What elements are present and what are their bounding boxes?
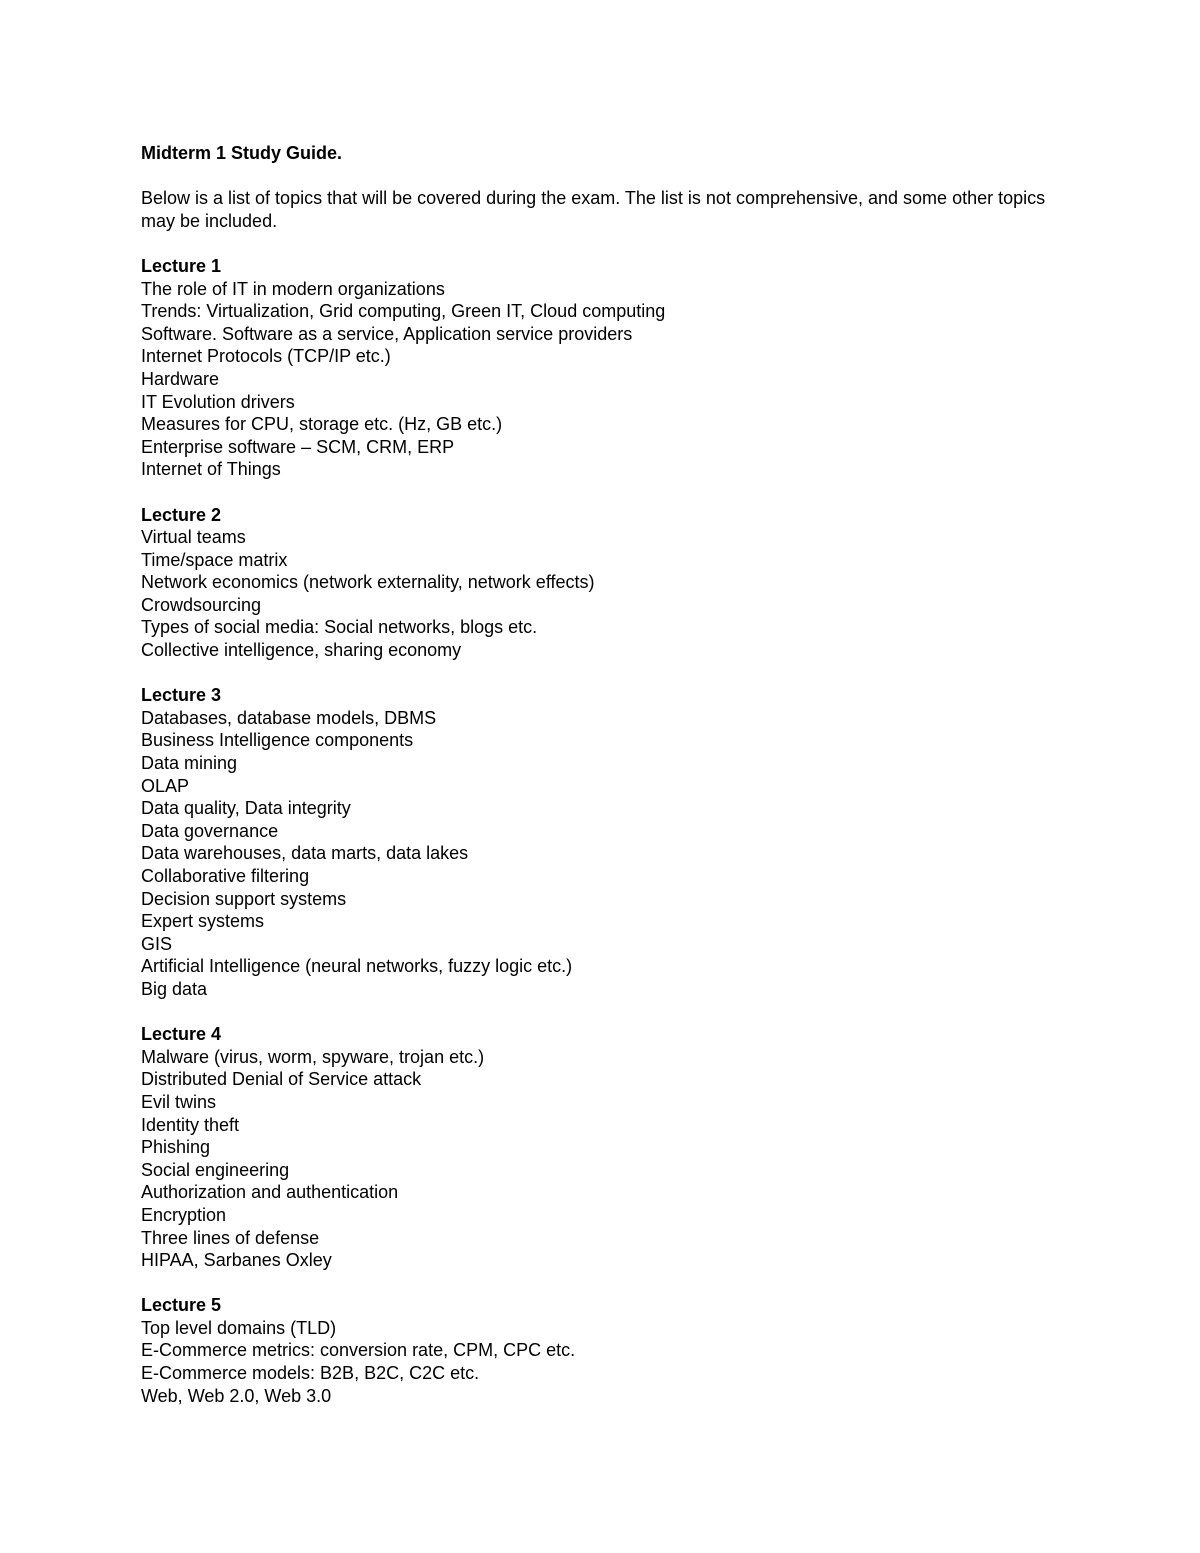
topic-item: GIS	[141, 933, 173, 954]
topic-item: HIPAA, Sarbanes Oxley	[141, 1250, 332, 1271]
topic-item: Crowdsourcing	[141, 594, 262, 615]
document-title: Midterm 1 Study Guide.	[141, 143, 343, 163]
topic-item: Phishing	[141, 1137, 211, 1158]
lecture-section-3	[141, 684, 1061, 1000]
topic-item: Data quality, Data integrity	[141, 798, 351, 819]
topic-item: Types of social media: Social networks, blogs etc.	[141, 617, 538, 638]
topic-item: E-Commerce models: B2B, B2C, C2C etc.	[141, 1363, 480, 1384]
topic-item: Software. Software as a service, Application service providers	[141, 323, 633, 344]
lecture-title: Lecture 3	[141, 685, 222, 706]
lecture-section-5	[141, 1294, 1061, 1407]
topic-item: Virtual teams	[141, 527, 246, 548]
intro-paragraph: Below is a list of topics that will be covered during the exam. The list is not comprehensive, and some other topics may be included.	[141, 188, 1046, 231]
topic-item: Expert systems	[141, 911, 265, 932]
topic-item: Evil twins	[141, 1091, 217, 1112]
topic-item: Internet Protocols (TCP/IP etc.)	[141, 346, 391, 367]
topic-item: Top level domains (TLD)	[141, 1317, 337, 1338]
topic-item: Malware (virus, worm, spyware, trojan etc.)	[141, 1046, 485, 1067]
document-page	[141, 142, 1061, 1407]
topic-item: Enterprise software – SCM, CRM, ERP	[141, 436, 455, 457]
topic-item: Data governance	[141, 820, 279, 841]
topic-item: Network economics (network externality, network effects)	[141, 572, 595, 593]
topic-item: Measures for CPU, storage etc. (Hz, GB etc.)	[141, 414, 503, 435]
lecture-section-2	[141, 504, 1061, 662]
topic-item: Internet of Things	[141, 459, 281, 480]
topic-item: Web, Web 2.0, Web 3.0	[141, 1385, 332, 1406]
topic-list	[141, 278, 1061, 481]
topic-item: Trends: Virtualization, Grid computing, Green IT, Cloud computing	[141, 301, 666, 322]
topic-list	[141, 707, 1061, 1001]
topic-item: E-Commerce metrics: conversion rate, CPM, CPC etc.	[141, 1340, 576, 1361]
lecture-title: Lecture 2	[141, 504, 222, 525]
topic-item: Databases, database models, DBMS	[141, 707, 437, 728]
topic-item: Time/space matrix	[141, 549, 288, 570]
topic-item: IT Evolution drivers	[141, 391, 295, 412]
topic-list	[141, 1046, 1061, 1272]
topic-list	[141, 1317, 1061, 1407]
topic-item: Distributed Denial of Service attack	[141, 1069, 422, 1090]
topic-item: Data mining	[141, 753, 238, 774]
topic-item: Data warehouses, data marts, data lakes	[141, 843, 469, 864]
topic-item: Three lines of defense	[141, 1227, 320, 1248]
topic-item: Collective intelligence, sharing economy	[141, 640, 462, 661]
topic-item: The role of IT in modern organizations	[141, 278, 445, 299]
topic-item: Social engineering	[141, 1159, 290, 1180]
topic-item: Identity theft	[141, 1114, 240, 1135]
lecture-title: Lecture 1	[141, 255, 222, 276]
topic-item: Big data	[141, 978, 208, 999]
lecture-section-1	[141, 255, 1061, 481]
topic-item: Decision support systems	[141, 888, 347, 909]
topic-item: Authorization and authentication	[141, 1182, 399, 1203]
topic-item: OLAP	[141, 775, 190, 796]
topic-list	[141, 526, 1061, 662]
lectures-container	[141, 255, 1061, 1407]
lecture-title: Lecture 4	[141, 1024, 222, 1045]
lecture-section-4	[141, 1023, 1061, 1272]
topic-item: Collaborative filtering	[141, 866, 310, 886]
topic-item: Hardware	[141, 368, 220, 389]
topic-item: Artificial Intelligence (neural networks, fuzzy logic etc.)	[141, 956, 573, 977]
topic-item: Business Intelligence components	[141, 730, 414, 751]
topic-item: Encryption	[141, 1204, 227, 1225]
lecture-title: Lecture 5	[141, 1295, 222, 1316]
